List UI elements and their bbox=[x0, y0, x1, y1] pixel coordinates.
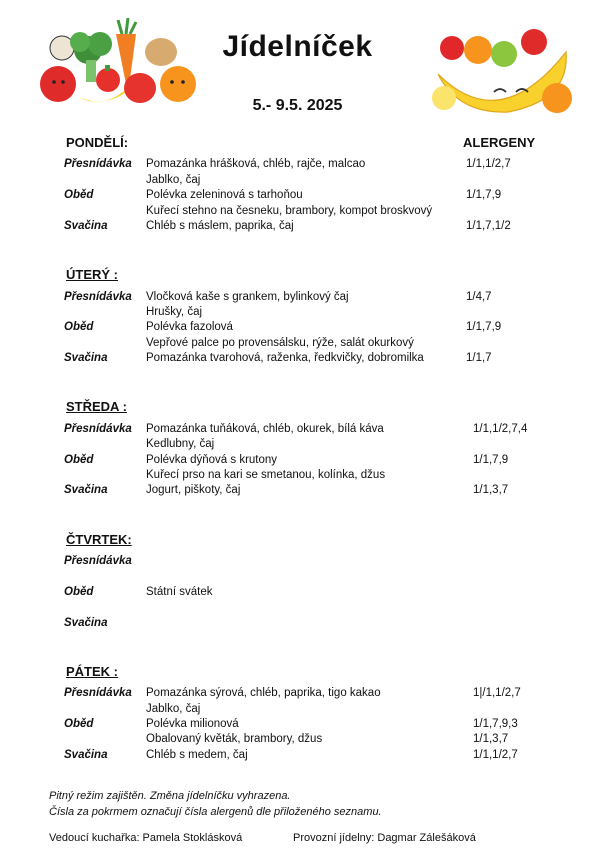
meal-text: Chléb s máslem, paprika, čaj bbox=[146, 220, 294, 232]
meal-text: Chléb s medem, čaj bbox=[146, 749, 248, 761]
meal-label: Přesnídávka bbox=[64, 423, 132, 435]
meal-text: Pomazánka hrášková, chléb, rajče, malcao bbox=[146, 158, 366, 170]
meal-text: Vepřové palce po provensálsku, rýže, salát okurkový bbox=[146, 337, 414, 349]
meal-text: Hrušky, čaj bbox=[146, 306, 203, 318]
note-line: Pitný režim zajištěn. Změna jídelníčku vyhrazena. bbox=[49, 790, 291, 802]
allergens-header: ALERGENY bbox=[463, 135, 536, 150]
meal-text: Polévka milionová bbox=[146, 718, 239, 730]
allergen-codes: 1/1,1/2,7 bbox=[466, 158, 511, 170]
day-heading-thursday: ČTVRTEK: bbox=[66, 532, 132, 547]
meal-label: Přesnídávka bbox=[64, 687, 132, 699]
meal-label: Svačina bbox=[64, 220, 108, 232]
date-range: 5.- 9.5. 2025 bbox=[252, 97, 343, 114]
page-title: Jídelníček bbox=[222, 30, 373, 63]
allergen-codes: 1/1,3,7 bbox=[473, 733, 509, 745]
bell-pepper-icon bbox=[96, 65, 120, 92]
meal-label: Svačina bbox=[64, 749, 108, 761]
allergen-codes: 1/1,7,1/2 bbox=[466, 220, 511, 232]
allergen-codes: 1/1,3,7 bbox=[473, 484, 509, 496]
meal-text: Kedlubny, čaj bbox=[146, 438, 215, 450]
day-heading-friday: PÁTEK : bbox=[66, 664, 118, 679]
meal-text: Pomazánka sýrová, chléb, paprika, tigo kakao bbox=[146, 687, 381, 699]
meal-text: Vločková kaše s grankem, bylinkový čaj bbox=[146, 291, 349, 303]
day-heading-monday: PONDĚLÍ: bbox=[66, 135, 129, 150]
meal-label: Oběd bbox=[64, 718, 94, 730]
meal-text: Polévka dýňová s krutony bbox=[146, 454, 278, 466]
meal-text: Polévka fazolová bbox=[146, 321, 233, 333]
meal-label: Oběd bbox=[64, 189, 94, 201]
allergen-codes: 1/4,7 bbox=[466, 291, 492, 303]
allergen-codes: 1/1,7,9,3 bbox=[473, 718, 518, 730]
meal-label: Svačina bbox=[64, 352, 108, 364]
allergen-codes: 1/1,1/2,7,4 bbox=[473, 423, 528, 435]
day-heading-tuesday: ÚTERÝ : bbox=[66, 267, 118, 282]
meal-label: Svačina bbox=[64, 484, 108, 496]
meal-text: Jablko, čaj bbox=[146, 174, 201, 186]
meal-label: Přesnídávka bbox=[64, 158, 132, 170]
footer-manager: Provozní jídelny: Dagmar Zálešáková bbox=[293, 832, 476, 844]
meal-text: Jablko, čaj bbox=[146, 703, 201, 715]
meal-text: Polévka zeleninová s tarhoňou bbox=[146, 189, 303, 201]
meal-text: Jogurt, piškoty, čaj bbox=[146, 484, 241, 496]
meal-text: Obalovaný květák, brambory, džus bbox=[146, 733, 323, 745]
meal-label: Přesnídávka bbox=[64, 555, 132, 567]
holiday-text: Státní svátek bbox=[146, 586, 213, 598]
footer-chef: Vedoucí kuchařka: Pamela Stoklásková bbox=[49, 832, 243, 844]
allergen-codes: 1/1,7,9 bbox=[466, 321, 502, 333]
allergen-codes: 1/1,7,9 bbox=[466, 189, 502, 201]
meal-text: Pomazánka tuňáková, chléb, okurek, bílá káva bbox=[146, 423, 384, 435]
meal-label: Oběd bbox=[64, 586, 94, 598]
allergen-codes: 1/1,1/2,7 bbox=[473, 749, 518, 761]
meal-text: Kuřecí stehno na česneku, brambory, kompot broskvový bbox=[146, 205, 433, 217]
allergen-codes: 1/1,7 bbox=[466, 352, 492, 364]
meal-label: Oběd bbox=[64, 454, 94, 466]
allergen-codes: 1/1,7,9 bbox=[473, 454, 509, 466]
note-line: Čísla za pokrmem označují čísla alergenů dle přiloženého seznamu. bbox=[49, 806, 382, 818]
meal-label: Přesnídávka bbox=[64, 291, 132, 303]
allergen-codes: 1|/1,1/2,7 bbox=[473, 687, 521, 699]
meal-text: Pomazánka tvarohová, raženka, ředkvičky, dobromilka bbox=[146, 352, 424, 364]
day-heading-wednesday: STŘEDA : bbox=[66, 399, 127, 414]
meal-label: Svačina bbox=[64, 617, 108, 629]
meal-text: Kuřecí prso na kari se smetanou, kolínka, džus bbox=[146, 469, 386, 481]
meal-label: Oběd bbox=[64, 321, 94, 333]
